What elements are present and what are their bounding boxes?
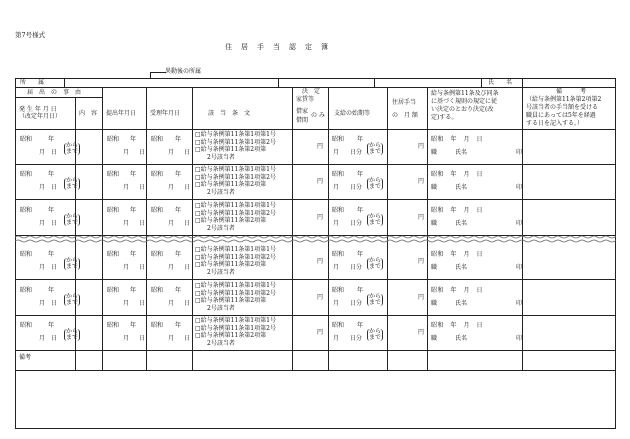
shikyu-showa: 昭和 [332,207,345,214]
juri-nen: 年 [175,322,182,329]
teishutsu-tsuki: 月 [123,264,130,271]
jobun-3: □給与条例第11条第2項第 [195,217,267,224]
teishutsu-nen: 年 [130,136,137,143]
shoku-label: 職 [431,300,438,307]
jobun-4: 2号該当者 [207,304,235,312]
shikyu-showa: 昭和 [332,251,345,258]
jobun-2: □給与条例第11条第1項第2号 [195,173,276,181]
shikyu-made: まで [369,299,382,306]
kara-made-brace [64,214,80,226]
todokede-label: 届 出 の 事 由 [27,89,82,96]
shikyu-tsuki: 月 [333,335,340,342]
made-label: まで [66,183,79,190]
jobun-1: □給与条例第11条第1項第1号 [195,202,276,209]
table-row [15,201,616,236]
gakku-yen: 円 [418,258,425,265]
juri-tsuki: 月 [168,300,175,307]
jobun-3: □給与条例第11条第2項第 [195,297,267,304]
shikyu-showa: 昭和 [332,287,345,294]
table-row [15,165,616,200]
kara-label: から [66,213,79,220]
table-row [15,130,616,165]
kettei-date: 昭和 年 月 日 [431,171,484,178]
made-label: まで [66,219,79,226]
teishutsu-nen: 年 [130,322,137,329]
shikyu-brace [367,258,383,270]
juri-hi: 日 [184,184,191,191]
kettei-label-2: 家賃等 [296,96,315,103]
kettei-date: 昭和 年 月 日 [431,136,484,143]
juri-hi: 日 [184,220,191,227]
nen-label: 年 [48,251,55,258]
biko-note-4: する日を記入する。） [526,120,584,127]
teishutsu-hi: 日 [139,335,146,342]
juri-showa: 昭和 [151,171,164,178]
rule [374,78,375,87]
juri-showa: 昭和 [151,251,164,258]
biko-header: 備 考 [556,88,587,95]
shoku-label: 職 [431,220,438,227]
hassei-label: 発 生 年 月 日 [19,106,57,113]
jobun-2: □給与条例第11条第1項第2号 [195,209,276,217]
made-label: まで [66,334,79,341]
tsuki-hi-label: 月 日 [39,220,58,227]
nen-label: 年 [48,287,55,294]
shikyu-brace [367,178,383,190]
shikyu-made: まで [369,219,382,226]
footer-biko: 備考 [19,354,32,361]
showa-label: 昭和 [20,251,33,258]
showa-label: 昭和 [20,322,33,329]
naiyo-label: 内 容 [79,110,98,117]
gakku-yen: 円 [418,214,425,221]
in-label: 印 [516,220,523,227]
shikyu-kara: から [369,177,382,184]
juri-nen: 年 [175,287,182,294]
tsuki-hi-label: 月 日 [39,264,58,271]
shimei-in-label: 氏名 [455,335,468,342]
shikyu-nen: 年 [357,322,364,329]
shikyu-nen: 年 [357,136,364,143]
juri-nen: 年 [175,136,182,143]
juri-nen: 年 [175,251,182,258]
kara-made-brace [64,294,80,306]
kara-label: から [66,328,79,335]
shimei-in-label: 氏名 [455,264,468,271]
juri-hi: 日 [184,264,191,271]
kyuyo-jo-4: 定)する。 [431,114,458,121]
in-label: 印 [516,184,523,191]
hassei-sub-label: （改定年月日） [19,113,62,120]
shikyu-brace [367,143,383,155]
rule [481,78,482,87]
rule [522,78,523,87]
table-row [15,281,616,316]
teishutsu-showa: 昭和 [107,322,120,329]
teishutsu-tsuki: 月 [123,220,130,227]
teishutsu-tsuki: 月 [123,300,130,307]
kettei-yen: 円 [317,214,324,221]
tsuki-hi-label: 月 日 [39,149,58,156]
showa-label: 昭和 [20,171,33,178]
kettei-yen: 円 [317,329,324,336]
shikyu-kara: から [369,142,382,149]
shikyu-brace [367,214,383,226]
rule [15,97,102,98]
nen-label: 年 [48,207,55,214]
jobun-1: □給与条例第11条第1項第1号 [195,282,276,289]
teishutsu-hi: 日 [139,264,146,271]
shikyu-made: まで [369,183,382,190]
kettei-yen: 円 [317,178,324,185]
kara-label: から [66,142,79,149]
jobun-4: 2号該当者 [207,339,235,347]
juri-tsuki: 月 [168,149,175,156]
teishutsu-tsuki: 月 [123,184,130,191]
kettei-date: 昭和 年 月 日 [431,287,484,294]
shikyu-tsuki: 月 [333,149,340,156]
shoku-label: 職 [431,264,438,271]
teishutsu-hi: 日 [139,300,146,307]
teishutsu-hi: 日 [139,149,146,156]
biko-note-3: 職員にあっては5年を経過 [526,112,596,119]
rule [15,370,616,371]
teishutsu-showa: 昭和 [107,287,120,294]
showa-label: 昭和 [20,136,33,143]
shikyu-made: まで [369,263,382,270]
shikyu-nen: 年 [357,287,364,294]
teishutsu-nen: 年 [130,207,137,214]
juri-hi: 日 [184,335,191,342]
tsuki-hi-label: 月 日 [39,300,58,307]
jobun-3: □給与条例第11条第2項第 [195,181,267,188]
kara-made-brace [64,329,80,341]
teishutsu-hi: 日 [139,220,146,227]
jobun-1: □給与条例第11条第1項第1号 [195,246,276,253]
jobun-3: □給与条例第11条第2項第 [195,146,267,153]
kettei-label-5: の み [311,112,325,119]
teishutsu-showa: 昭和 [107,171,120,178]
juri-hi: 日 [184,149,191,156]
jobun-2: □給与条例第11条第1項第2号 [195,289,276,297]
rule [278,78,279,87]
shikyu-kara: から [369,213,382,220]
biko-note-1: （給与条例第11条第2項第2 [526,96,602,103]
jukyo-label-2: の 月 額 [392,112,418,119]
shoku-label: 職 [431,335,438,342]
shikyu-showa: 昭和 [332,322,345,329]
jobun-4: 2号該当者 [207,268,235,276]
made-label: まで [66,263,79,270]
table-row [15,316,616,351]
teishutsu-label: 提出年月日 [106,110,137,117]
jobun-4: 2号該当者 [207,188,235,196]
jobun-2: □給与条例第11条第1項第2号 [195,253,276,261]
teishutsu-nen: 年 [130,171,137,178]
teishutsu-nen: 年 [130,287,137,294]
shikyu-hibun: 日分 [350,220,363,227]
gakku-yen: 円 [418,294,425,301]
teishutsu-nen: 年 [130,251,137,258]
made-label: まで [66,148,79,155]
shikyu-showa: 昭和 [332,171,345,178]
in-label: 印 [516,149,523,156]
shikyu-kara: から [369,293,382,300]
teishutsu-showa: 昭和 [107,136,120,143]
juri-nen: 年 [175,207,182,214]
in-label: 印 [516,264,523,271]
shikyu-nen: 年 [357,207,364,214]
shikyu-tsuki: 月 [333,300,340,307]
jobun-1: □給与条例第11条第1項第1号 [195,166,276,173]
kettei-label-3: 借家 [296,108,309,115]
shikyu-hibun: 日分 [350,149,363,156]
shikyu-label: 支給の始期等 [334,110,371,117]
jukyo-label-1: 住居手当 [392,99,417,106]
kara-label: から [66,177,79,184]
teishutsu-tsuki: 月 [123,335,130,342]
teishutsu-tsuki: 月 [123,149,130,156]
gakku-yen: 円 [418,178,425,185]
kettei-date: 昭和 年 月 日 [431,251,484,258]
kettei-label-4: 借間 [296,117,309,124]
jobun-1: □給与条例第11条第1項第1号 [195,131,276,138]
gakku-yen: 円 [418,143,425,150]
kyuyo-jo-3: い決定のとおり決定(改 [431,106,494,113]
shimei-in-label: 氏名 [455,300,468,307]
jobun-2: □給与条例第11条第1項第2号 [195,324,276,332]
shozoku-label: 所 属 [20,79,45,86]
juri-nen: 年 [175,171,182,178]
nen-label: 年 [48,171,55,178]
shikyu-brace [367,294,383,306]
jobun-2: □給与条例第11条第1項第2号 [195,138,276,146]
gakku-yen: 円 [418,329,425,336]
shoku-label: 職 [431,184,438,191]
kara-label: から [66,293,79,300]
juri-tsuki: 月 [168,220,175,227]
jobun-3: □給与条例第11条第2項第 [195,261,267,268]
juri-hi: 日 [184,300,191,307]
shikyu-kara: から [369,328,382,335]
juri-showa: 昭和 [151,322,164,329]
made-label: まで [66,299,79,306]
shimei-label: 氏 名 [488,79,513,86]
jobun-4: 2号該当者 [207,224,235,232]
shikyu-nen: 年 [357,171,364,178]
kettei-date: 昭和 年 月 日 [431,207,484,214]
transfer-note: 異動後の所属 [165,68,202,75]
juri-tsuki: 月 [168,184,175,191]
kara-label: から [66,257,79,264]
teishutsu-showa: 昭和 [107,251,120,258]
transfer-arrow-line [150,72,166,73]
nen-label: 年 [48,136,55,143]
kara-made-brace [64,258,80,270]
showa-label: 昭和 [20,287,33,294]
shimei-in-label: 氏名 [455,220,468,227]
kettei-yen: 円 [317,258,324,265]
jobun-1: □給与条例第11条第1項第1号 [195,317,276,324]
shikyu-brace [367,329,383,341]
kettei-label-1: 決 定 [302,88,321,95]
shikyu-tsuki: 月 [333,220,340,227]
kara-made-brace [64,178,80,190]
kettei-date: 昭和 年 月 日 [431,322,484,329]
showa-label: 昭和 [20,207,33,214]
shikyu-hibun: 日分 [350,335,363,342]
juri-tsuki: 月 [168,264,175,271]
kyuyo-jo-1: 給与条例第11条及び同条 [431,90,499,97]
kyuyo-jo-2: に基づく規則の規定に従 [431,98,498,105]
juri-tsuki: 月 [168,335,175,342]
shikyu-tsuki: 月 [333,264,340,271]
teishutsu-hi: 日 [139,184,146,191]
biko-note-2: 号該当者の手当額を受ける [526,104,599,111]
juri-showa: 昭和 [151,207,164,214]
gaito-label: 該 当 条 文 [208,110,251,117]
shikyu-hibun: 日分 [350,300,363,307]
shikyu-made: まで [369,334,382,341]
jobun-4: 2号該当者 [207,153,235,161]
table-row [15,245,616,280]
rule [64,78,65,87]
tsuki-hi-label: 月 日 [39,335,58,342]
shimei-in-label: 氏名 [455,184,468,191]
shikyu-nen: 年 [357,251,364,258]
shimei-in-label: 氏名 [455,149,468,156]
shikyu-made: まで [369,148,382,155]
juri-showa: 昭和 [151,287,164,294]
shikyu-hibun: 日分 [350,184,363,191]
juri-showa: 昭和 [151,136,164,143]
nen-label: 年 [48,322,55,329]
shoku-label: 職 [431,149,438,156]
teishutsu-showa: 昭和 [107,207,120,214]
kettei-yen: 円 [317,143,324,150]
in-label: 印 [516,300,523,307]
form-title: 住 居 手 当 認 定 簿 [225,43,329,51]
juri-label: 受理年月日 [150,110,181,117]
shikyu-showa: 昭和 [332,136,345,143]
kettei-yen: 円 [317,294,324,301]
break-mark [15,234,616,244]
kara-made-brace [64,143,80,155]
shikyu-tsuki: 月 [333,184,340,191]
jobun-3: □給与条例第11条第2項第 [195,332,267,339]
form-number: 第7号様式 [15,31,46,39]
shikyu-hibun: 日分 [350,264,363,271]
shikyu-kara: から [369,257,382,264]
in-label: 印 [516,335,523,342]
tsuki-hi-label: 月 日 [39,184,58,191]
